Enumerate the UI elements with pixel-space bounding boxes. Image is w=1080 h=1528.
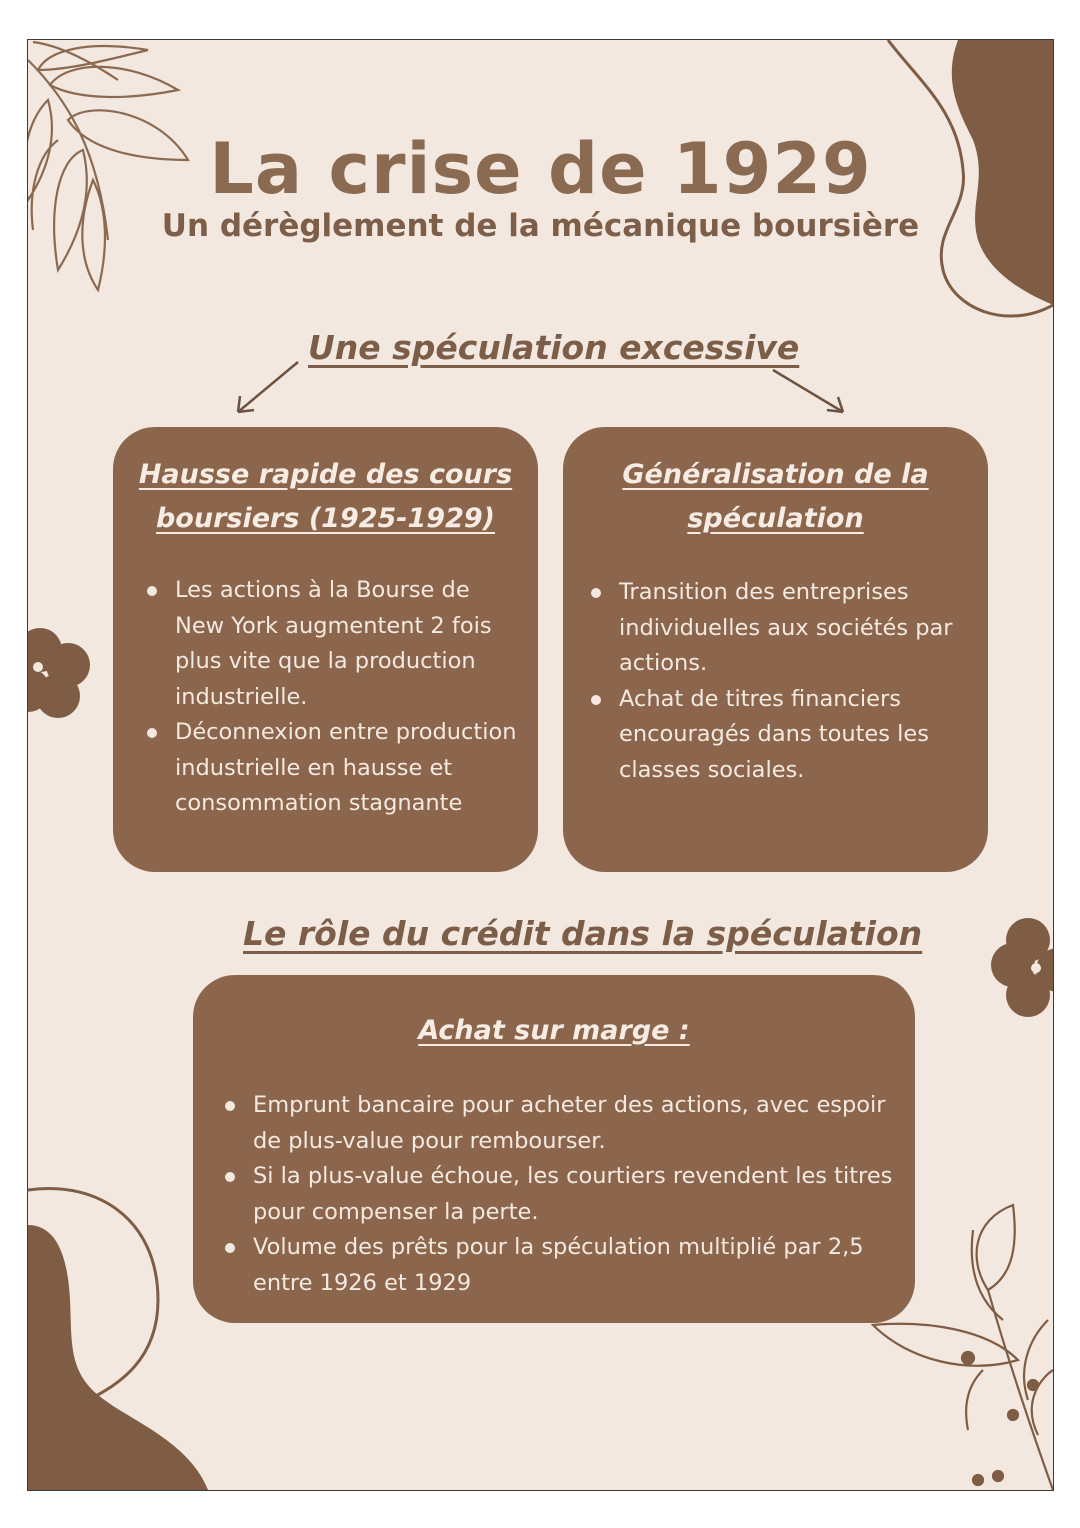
card-title: Hausse rapide des cours boursiers (1925-1929) — [138, 459, 513, 534]
bullet-list — [143, 573, 523, 822]
card-hausse-cours — [113, 427, 538, 872]
list-item: Transition des entreprises individuelles aux sociétés par actions. — [587, 575, 977, 682]
arrow-left-icon — [238, 362, 298, 412]
flower-right-icon — [991, 918, 1053, 1017]
card-title: Achat sur marge : — [418, 1015, 690, 1046]
flower-left-icon — [28, 628, 90, 718]
card-achat-sur-marge — [193, 975, 915, 1323]
bullet-list — [221, 1088, 901, 1301]
list-item: Les actions à la Bourse de New York augmentent 2 fois plus vite que la production industrielle. — [143, 573, 523, 715]
page-subtitle: Un dérèglement de la mécanique boursière — [161, 208, 920, 244]
list-item: Déconnexion entre production industrielle en hausse et consommation stagnante — [143, 715, 523, 822]
section-heading-speculation: Une spéculation excessive — [308, 328, 800, 367]
poster-page — [27, 39, 1054, 1491]
card-generalisation-speculation — [563, 427, 988, 872]
section-heading-credit: Le rôle du crédit dans la spéculation — [243, 914, 923, 953]
page-title: La crise de 1929 — [209, 128, 872, 210]
arrow-right-icon — [773, 370, 843, 412]
list-item: Volume des prêts pour la spéculation multiplié par 2,5 entre 1926 et 1929 — [221, 1230, 901, 1301]
list-item: Achat de titres financiers encouragés dans toutes les classes sociales. — [587, 682, 977, 789]
list-item: Emprunt bancaire pour acheter des actions, avec espoir de plus-value pour rembourser. — [221, 1088, 901, 1159]
blob-bottom-left-icon — [28, 1188, 208, 1490]
card-title: Généralisation de la spéculation — [622, 459, 929, 534]
bullet-list — [587, 575, 977, 788]
list-item: Si la plus-value échoue, les courtiers revendent les titres pour compenser la perte. — [221, 1159, 901, 1230]
